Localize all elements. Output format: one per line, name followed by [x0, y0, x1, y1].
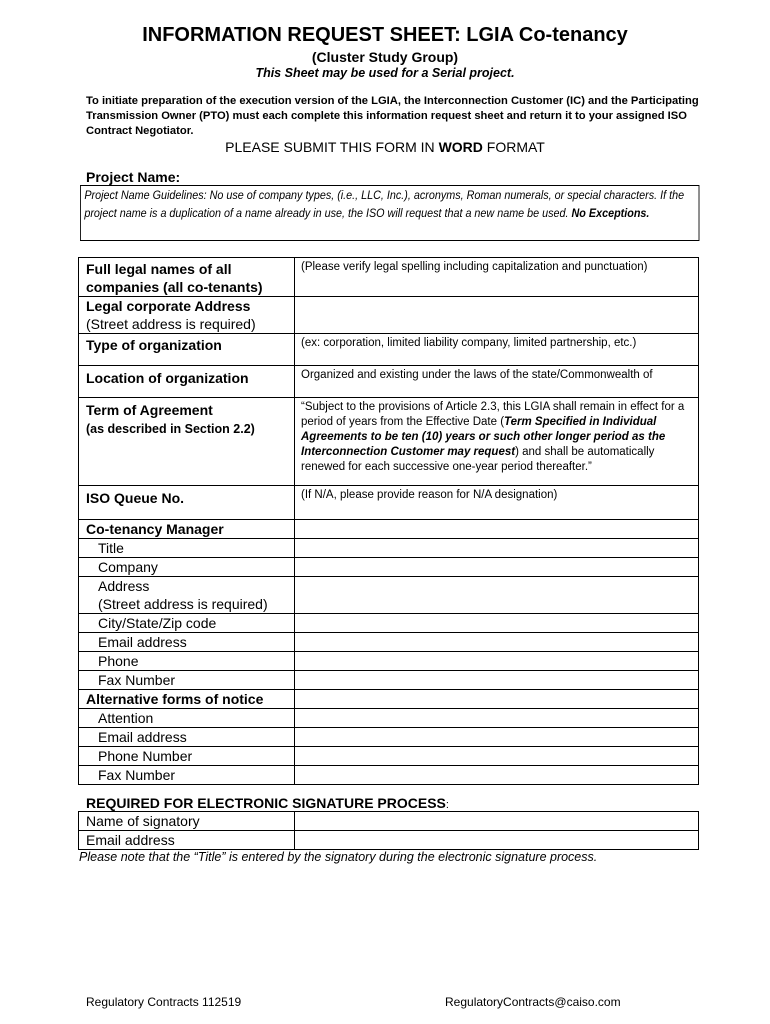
- project-name-label: Project Name:: [86, 169, 181, 185]
- legal-names-label: Full legal names of all companies (all co-tenants): [79, 258, 295, 297]
- manager-title-label: Title: [79, 539, 295, 558]
- notice-attention-input[interactable]: [295, 709, 699, 728]
- location-input[interactable]: Organized and existing under the laws of the state/Commonwealth of: [295, 366, 699, 398]
- manager-label: Co-tenancy Manager: [79, 520, 295, 539]
- manager-phone-label: Phone: [79, 652, 295, 671]
- footer-left: Regulatory Contracts 112519: [86, 995, 242, 1009]
- manager-city-label: City/State/Zip code: [79, 614, 295, 633]
- information-table: [78, 257, 699, 785]
- legal-names-input[interactable]: (Please verify legal spelling including capitalization and punctuation): [295, 258, 699, 297]
- signatory-email-label: Email address: [79, 831, 295, 850]
- project-name-field[interactable]: Project Name Guidelines: No use of company types, (i.e., LLC, Inc.), acronyms, Roman numerals, or special characters. If the project name is a duplication of a name already in use, the ISO will request that a new name be used. No Exceptions.: [80, 185, 699, 241]
- queue-input[interactable]: (If N/A, please provide reason for N/A designation): [295, 486, 699, 520]
- manager-phone-input[interactable]: [295, 652, 699, 671]
- notice-phone-input[interactable]: [295, 747, 699, 766]
- manager-input[interactable]: [295, 520, 699, 539]
- manager-company-input[interactable]: [295, 558, 699, 577]
- notice-email-label: Email address: [79, 728, 295, 747]
- notice-fax-label: Fax Number: [79, 766, 295, 785]
- manager-fax-label: Fax Number: [79, 671, 295, 690]
- signatory-name-label: Name of signatory: [79, 812, 295, 831]
- signature-table: [78, 811, 699, 850]
- notice-attention-label: Attention: [79, 709, 295, 728]
- notice-phone-label: Phone Number: [79, 747, 295, 766]
- submit-instruction: PLEASE SUBMIT THIS FORM IN WORD FORMAT: [225, 139, 545, 155]
- address-label: Legal corporate Address (Street address is required): [79, 297, 295, 334]
- notice-fax-input[interactable]: [295, 766, 699, 785]
- manager-fax-input[interactable]: [295, 671, 699, 690]
- signatory-email-input[interactable]: [295, 831, 699, 850]
- org-type-input[interactable]: (ex: corporation, limited liability company, limited partnership, etc.): [295, 334, 699, 366]
- signatory-name-input[interactable]: [295, 812, 699, 831]
- notice-input[interactable]: [295, 690, 699, 709]
- signature-note: Please note that the “Title” is entered by the signatory during the electronic signature process.: [79, 850, 598, 864]
- queue-label: ISO Queue No.: [79, 486, 295, 520]
- manager-address-input[interactable]: [295, 577, 699, 614]
- signature-heading: REQUIRED FOR ELECTRONIC SIGNATURE PROCESS:: [86, 795, 449, 811]
- notice-label: Alternative forms of notice: [79, 690, 295, 709]
- manager-title-input[interactable]: [295, 539, 699, 558]
- serial-note: This Sheet may be used for a Serial project.: [255, 66, 515, 80]
- page-subtitle: (Cluster Study Group): [311, 49, 459, 65]
- footer-email: RegulatoryContracts@caiso.com: [445, 995, 621, 1009]
- intro-text: To initiate preparation of the execution version of the LGIA, the Interconnection Customer (IC) and the Participating Transmission Owner (PTO) must each complete this information request sheet and return it to your assigned ISO Contract Negotiator.: [86, 95, 699, 137]
- address-input[interactable]: [295, 297, 699, 334]
- manager-email-input[interactable]: [295, 633, 699, 652]
- manager-city-input[interactable]: [295, 614, 699, 633]
- manager-company-label: Company: [79, 558, 295, 577]
- term-label: Term of Agreement (as described in Section 2.2): [79, 398, 295, 486]
- manager-email-label: Email address: [79, 633, 295, 652]
- org-type-label: Type of organization: [79, 334, 295, 366]
- manager-address-label: Address (Street address is required): [79, 577, 295, 614]
- location-label: Location of organization: [79, 366, 295, 398]
- term-input[interactable]: “Subject to the provisions of Article 2.3, this LGIA shall remain in effect for a period of years from the Effective Date (Term Specified in Individual Agreements to be ten (10) years or such other longer period as the Interconnection Customer may request) and shall be automatically renewed for each successive one-year period thereafter.”: [295, 398, 699, 486]
- page-title: INFORMATION REQUEST SHEET: LGIA Co-tenancy: [142, 24, 628, 46]
- notice-email-input[interactable]: [295, 728, 699, 747]
